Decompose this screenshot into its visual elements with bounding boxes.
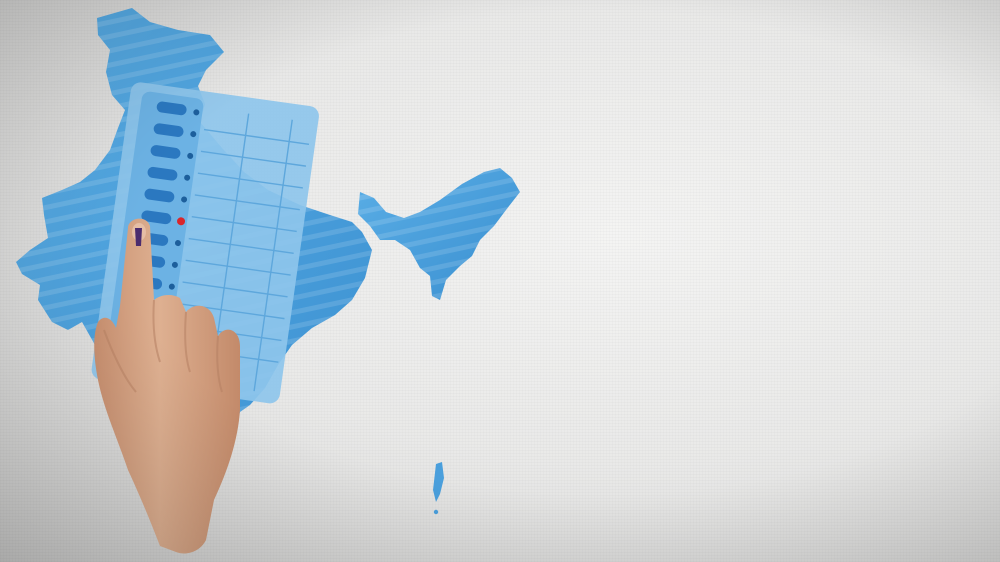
ink-mark [135, 228, 142, 246]
island-shape [433, 462, 444, 502]
northeast-texture [358, 168, 520, 300]
island-dot [434, 510, 438, 514]
